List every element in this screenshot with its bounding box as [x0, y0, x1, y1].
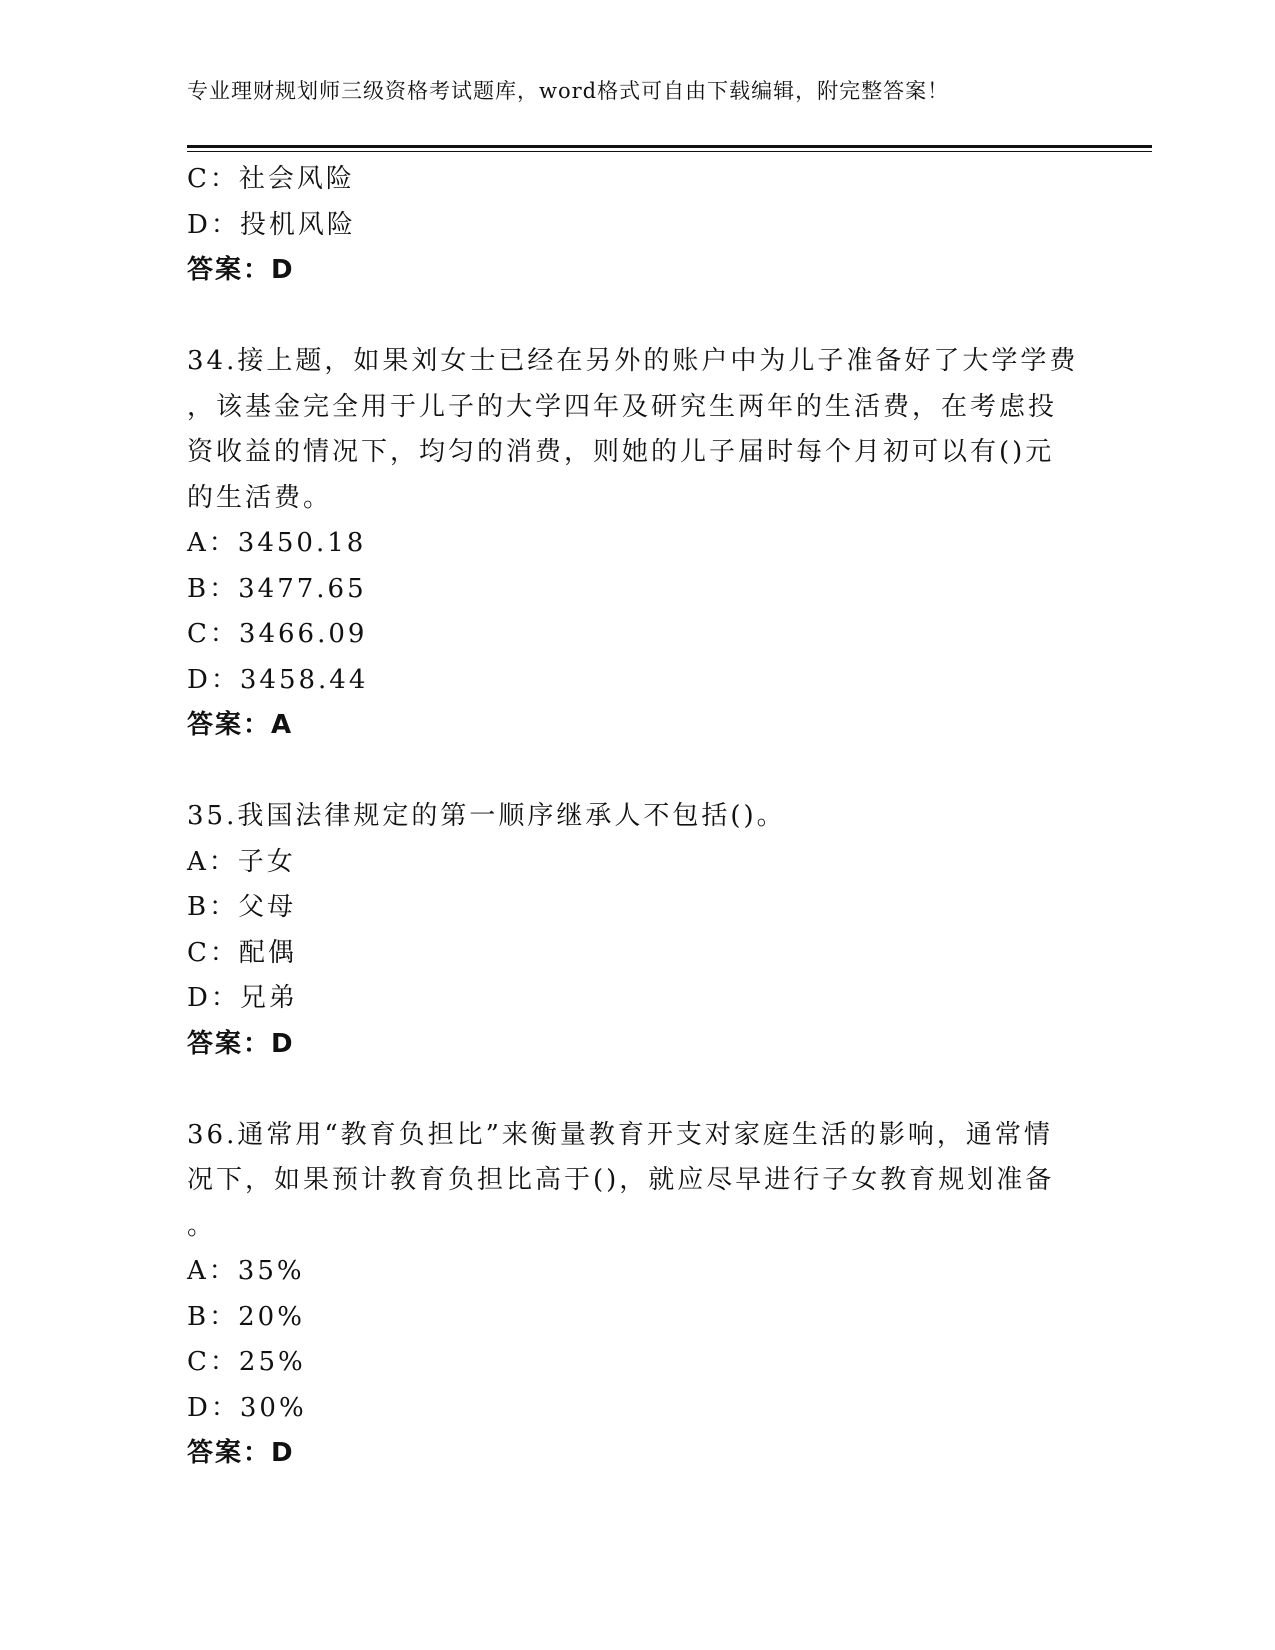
option-text: 3466.09 [238, 619, 368, 649]
answer-line: 答案：A [187, 710, 294, 740]
option-a [187, 840, 1087, 886]
option-label: A： [187, 528, 238, 558]
option-text: 社会风险 [238, 164, 355, 194]
question-stem-line: 资收益的情况下，均匀的消费，则她的儿子届时每个月初可以有()元 [187, 437, 1055, 467]
option-b [187, 1295, 1087, 1341]
question-stem-line: 况下，如果预计教育负担比高于()，就应尽早进行子女教育规划准备 [187, 1165, 1055, 1195]
question-stem-line: 。 [187, 1210, 217, 1241]
question-stem-line: 36.通常用“教育负担比”来衡量教育开支对家庭生活的影响，通常情 [187, 1119, 1053, 1150]
option-c [187, 1340, 1087, 1386]
option-label: D： [187, 1392, 240, 1423]
option-text: 25% [238, 1347, 306, 1377]
question-stem-line: ，该基金完全用于儿子的大学四年及研究生两年的生活费，在考虑投 [187, 391, 1058, 422]
answer-line: 答案：D [187, 1028, 295, 1059]
option-label: C： [187, 1347, 239, 1377]
question-36 [187, 1113, 1087, 1477]
option-label: B： [187, 892, 239, 922]
option-text: 35% [237, 1256, 305, 1286]
question-stem-line: 的生活费。 [187, 482, 333, 513]
option-text: 子女 [237, 846, 296, 877]
option-label: D： [187, 983, 240, 1013]
option-label: A： [187, 1256, 238, 1286]
option-text: 投机风险 [239, 209, 356, 240]
option-label: C： [187, 164, 239, 194]
option-c [187, 612, 1087, 658]
option-text: 兄弟 [239, 983, 298, 1013]
option-text: 父母 [238, 892, 297, 922]
option-text: 30% [239, 1392, 307, 1423]
header-divider [187, 145, 1152, 148]
option-a [187, 1249, 1087, 1295]
option-d [187, 1386, 1087, 1432]
option-b [187, 885, 1087, 931]
option-text: 配偶 [238, 937, 297, 968]
option-text: 3450.18 [237, 528, 367, 558]
option-label: A： [187, 846, 238, 877]
question-34 [187, 339, 1087, 749]
question-stem-line: 34.接上题，如果刘女士已经在另外的账户中为儿子准备好了大学学费 [187, 346, 1079, 376]
option-label: C： [187, 619, 239, 649]
option-label: B： [187, 1301, 239, 1332]
page-header: 专业理财规划师三级资格考试题库，word格式可自由下载编辑，附完整答案！ [187, 79, 950, 103]
option-c [187, 931, 1087, 977]
option-d [187, 203, 1087, 249]
option-label: C： [187, 937, 239, 968]
option-label: D： [187, 209, 240, 240]
question-35 [187, 794, 1087, 1067]
option-label: B： [187, 573, 239, 604]
question-stem-line: 35.我国法律规定的第一顺序继承人不包括()。 [187, 801, 786, 831]
answer-line: 答案：D [187, 255, 295, 285]
option-a [187, 521, 1087, 567]
option-b [187, 567, 1087, 613]
option-c [187, 157, 1087, 203]
answer-line: 答案：D [187, 1438, 295, 1468]
option-d [187, 658, 1087, 704]
question-content [187, 157, 1087, 1477]
option-d [187, 976, 1087, 1022]
option-label: D： [187, 664, 240, 695]
option-text: 3458.44 [239, 664, 369, 695]
option-text: 20% [238, 1301, 305, 1332]
option-text: 3477.65 [238, 573, 367, 604]
header-divider-thin [187, 151, 1152, 152]
